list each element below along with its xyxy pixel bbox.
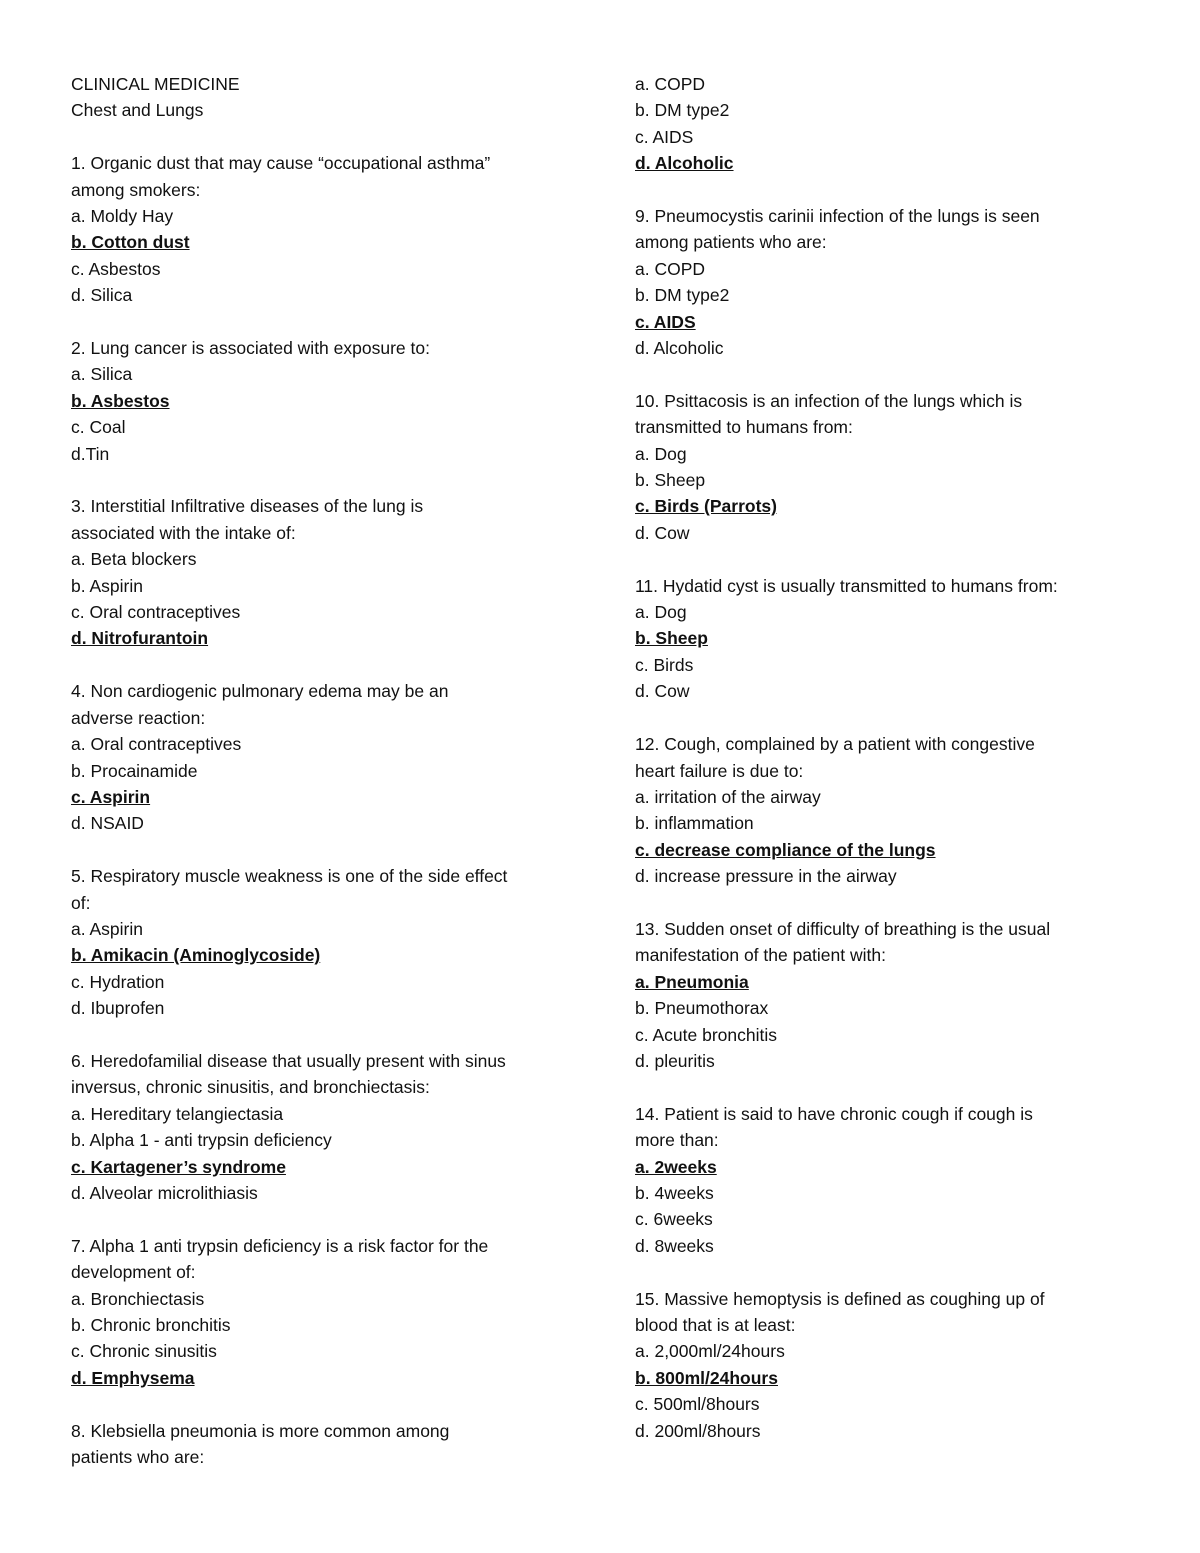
option-b: b. Alpha 1 - anti trypsin deficiency <box>71 1130 332 1151</box>
option-d-answer: d. Nitrofurantoin <box>71 628 209 649</box>
question-stem: of: <box>71 892 91 913</box>
question-14 <box>635 1101 1135 1259</box>
option-b: b. Chronic bronchitis <box>71 1314 231 1335</box>
option-d-answer: d. Alcoholic <box>635 153 734 174</box>
option-a: a. 2,000ml/24hours <box>635 1341 785 1362</box>
option-c-answer: c. Birds (Parrots) <box>635 496 777 517</box>
question-7 <box>71 1233 571 1391</box>
question-8-stem <box>71 1418 571 1471</box>
spacer <box>71 309 571 335</box>
left-column <box>71 71 571 1470</box>
option-c: c. Chronic sinusitis <box>71 1341 217 1362</box>
option-a: a. COPD <box>635 74 706 94</box>
question-15 <box>635 1286 1135 1444</box>
option-b: b. DM type2 <box>635 285 730 306</box>
option-a: a. Silica <box>71 364 133 385</box>
question-12 <box>635 731 1135 889</box>
question-stem: blood that is at least: <box>635 1314 796 1335</box>
spacer <box>635 1259 1135 1285</box>
question-stem: 7. Alpha 1 anti trypsin deficiency is a risk factor for the <box>71 1235 489 1256</box>
option-d: d. increase pressure in the airway <box>635 866 897 887</box>
question-stem: associated with the intake of: <box>71 522 296 543</box>
option-b-answer: b. Amikacin (Aminoglycoside) <box>71 945 321 966</box>
spacer <box>71 124 571 150</box>
question-stem: adverse reaction: <box>71 707 206 728</box>
spacer <box>71 467 571 493</box>
option-c-answer: c. Kartagener’s syndrome <box>71 1156 286 1177</box>
option-a: a. Bronchiectasis <box>71 1288 205 1309</box>
option-d: d. Alveolar microlithiasis <box>71 1182 258 1203</box>
question-stem: 8. Klebsiella pneumonia is more common among <box>71 1420 450 1441</box>
document-title: CLINICAL MEDICINE <box>71 74 240 94</box>
question-13 <box>635 916 1135 1074</box>
question-stem: 14. Patient is said to have chronic cough if cough is <box>635 1103 1033 1124</box>
option-a: a. Aspirin <box>71 918 143 939</box>
option-a: a. Hereditary telangiectasia <box>71 1103 284 1124</box>
option-b: b. 4weeks <box>635 1182 714 1203</box>
question-stem: 5. Respiratory muscle weakness is one of the side effect <box>71 866 508 887</box>
option-b: b. Procainamide <box>71 760 198 781</box>
option-d: d. 200ml/8hours <box>635 1420 761 1441</box>
question-stem: 3. Interstitial Infiltrative diseases of the lung is <box>71 496 424 517</box>
option-a: a. Dog <box>635 602 687 623</box>
question-stem: 13. Sudden onset of difficulty of breathing is the usual <box>635 918 1051 939</box>
option-c: c. 500ml/8hours <box>635 1394 760 1415</box>
option-c: c. Acute bronchitis <box>635 1024 778 1045</box>
spacer <box>635 361 1135 387</box>
option-b: b. Sheep <box>635 470 706 491</box>
option-d: d. Silica <box>71 285 133 306</box>
option-c: c. AIDS <box>635 126 694 147</box>
option-c-answer: c. decrease compliance of the lungs <box>635 839 936 860</box>
question-6 <box>71 1048 571 1206</box>
option-d: d.Tin <box>71 443 110 464</box>
question-stem: 1. Organic dust that may cause “occupational asthma” <box>71 153 491 174</box>
question-11 <box>635 573 1135 705</box>
option-a: a. irritation of the airway <box>635 786 821 807</box>
option-b: b. DM type2 <box>635 100 730 121</box>
question-stem: 10. Psittacosis is an infection of the lungs which is <box>635 390 1023 411</box>
question-stem: transmitted to humans from: <box>635 417 853 438</box>
question-stem: development of: <box>71 1262 196 1283</box>
question-5 <box>71 863 571 1021</box>
question-1 <box>71 150 571 308</box>
question-10 <box>635 388 1135 546</box>
question-stem: heart failure is due to: <box>635 760 804 781</box>
question-stem: more than: <box>635 1130 719 1151</box>
option-d: d. pleuritis <box>635 1050 715 1071</box>
question-stem: patients who are: <box>71 1447 205 1467</box>
option-c: c. Asbestos <box>71 258 161 279</box>
question-stem: 4. Non cardiogenic pulmonary edema may be an <box>71 681 449 702</box>
spacer <box>71 1022 571 1048</box>
option-a-answer: a. Pneumonia <box>635 971 749 992</box>
option-b-answer: b. Asbestos <box>71 390 170 411</box>
spacer <box>635 177 1135 203</box>
option-a: a. Dog <box>635 443 687 464</box>
option-b: b. Pneumothorax <box>635 998 769 1019</box>
right-column <box>635 71 1135 1444</box>
spacer <box>71 1391 571 1417</box>
option-a: a. Beta blockers <box>71 549 197 570</box>
option-c: c. Oral contraceptives <box>71 602 241 623</box>
spacer <box>71 837 571 863</box>
option-c-answer: c. AIDS <box>635 311 696 332</box>
question-stem: inversus, chronic sinusitis, and bronchiectasis: <box>71 1077 430 1098</box>
spacer <box>635 705 1135 731</box>
question-stem: 2. Lung cancer is associated with exposure to: <box>71 338 430 359</box>
option-d: d. NSAID <box>71 813 144 834</box>
question-stem: 12. Cough, complained by a patient with congestive <box>635 734 1035 755</box>
option-b: b. Aspirin <box>71 575 143 596</box>
question-3 <box>71 493 571 651</box>
question-stem: 6. Heredofamilial disease that usually present with sinus <box>71 1050 506 1071</box>
option-d: d. Alcoholic <box>635 338 724 359</box>
option-a: a. Moldy Hay <box>71 206 174 227</box>
question-4 <box>71 678 571 836</box>
option-c: c. Hydration <box>71 971 165 992</box>
question-stem: 15. Massive hemoptysis is defined as coughing up of <box>635 1288 1045 1309</box>
option-b-answer: b. 800ml/24hours <box>635 1367 778 1388</box>
question-2 <box>71 335 571 467</box>
option-a: a. Oral contraceptives <box>71 734 242 755</box>
spacer <box>635 1074 1135 1100</box>
option-b-answer: b. Cotton dust <box>71 232 190 253</box>
option-c: c. Birds <box>635 654 694 675</box>
option-c: c. 6weeks <box>635 1209 713 1230</box>
spacer <box>635 890 1135 916</box>
option-d: d. Cow <box>635 681 690 702</box>
question-stem: among patients who are: <box>635 232 827 253</box>
document-subtitle: Chest and Lungs <box>71 100 204 121</box>
spacer <box>71 652 571 678</box>
option-b-answer: b. Sheep <box>635 628 708 649</box>
spacer <box>635 546 1135 572</box>
option-d: d. 8weeks <box>635 1235 714 1256</box>
option-d-answer: d. Emphysema <box>71 1367 195 1388</box>
option-d: d. Cow <box>635 522 690 543</box>
option-c-answer: c. Aspirin <box>71 786 151 807</box>
option-b: b. inflammation <box>635 813 754 834</box>
question-9 <box>635 203 1135 361</box>
option-a-answer: a. 2weeks <box>635 1156 717 1177</box>
question-stem: 11. Hydatid cyst is usually transmitted to humans from: <box>635 575 1058 596</box>
question-stem: among smokers: <box>71 179 201 200</box>
option-c: c. Coal <box>71 417 126 438</box>
question-8-options <box>635 71 1135 177</box>
question-stem: manifestation of the patient with: <box>635 945 886 966</box>
spacer <box>71 1206 571 1232</box>
option-d: d. Ibuprofen <box>71 998 165 1019</box>
question-stem: 9. Pneumocystis carinii infection of the lungs is seen <box>635 206 1040 227</box>
option-a: a. COPD <box>635 258 706 279</box>
